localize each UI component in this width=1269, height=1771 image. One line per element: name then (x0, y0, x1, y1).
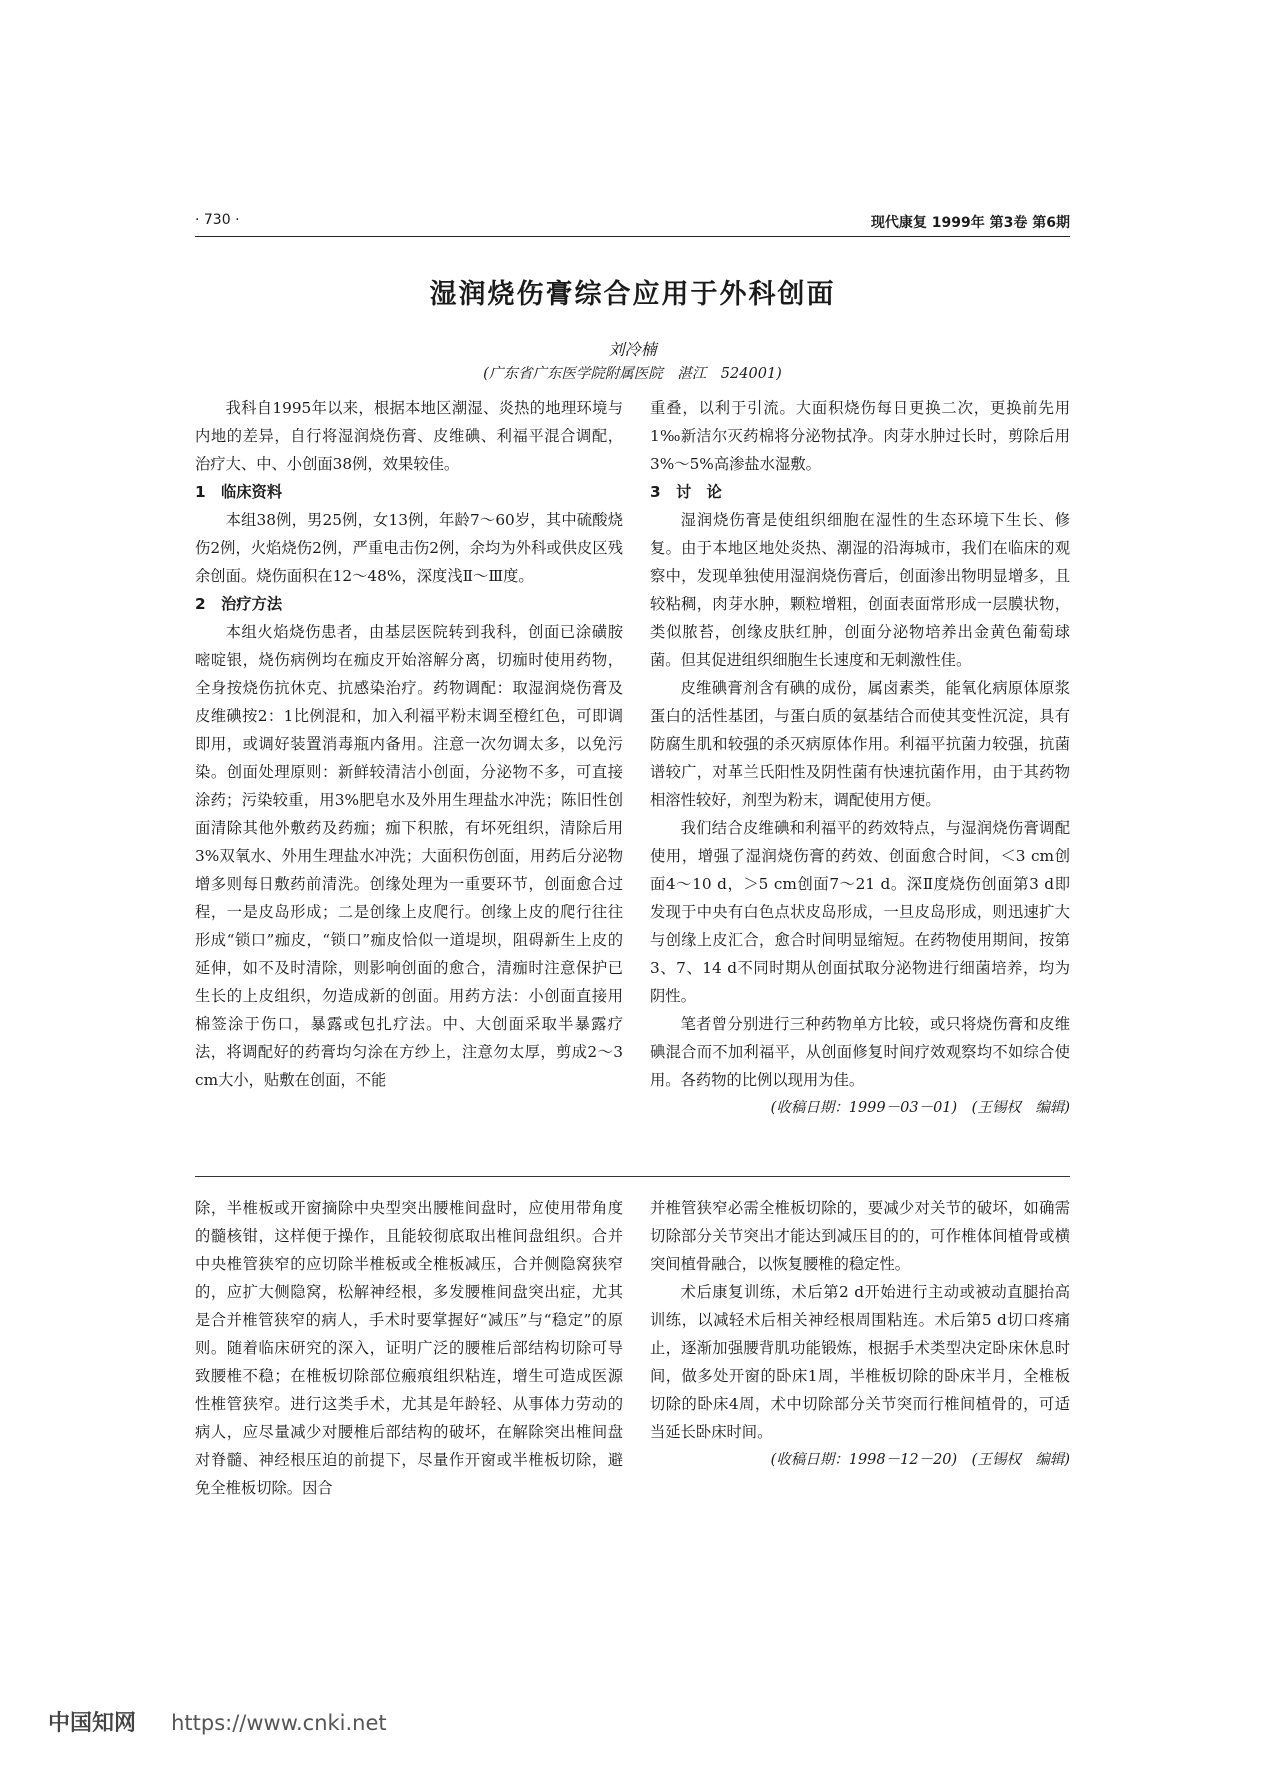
article-column-left (195, 394, 623, 1162)
watermark-footer (48, 1706, 387, 1736)
clinical-data-paragraph: 本组38例，男25例，女13例，年龄7～60岁，其中硫酸烧伤2例，火焰烧伤2例，严重电击伤2例，余均为外科或供皮区残余创面。烧伤面积在12～48%，深度浅Ⅱ～Ⅲ度。 (195, 511, 623, 585)
received-date-note: (收稿日期：1998－12－20) (王锡权 编辑) (770, 1452, 1070, 1468)
continued-paragraph: 除，半椎板或开窗摘除中央型突出腰椎间盘时，应使用带角度的髓核钳，这样便于操作，且能较彻底取出椎间盘组织。合并中央椎管狭窄的应切除半椎板或全椎板减压，合并侧隐窝狭窄的，应扩大侧隐窝，松解神经根，多发腰椎间盘突出症，尤其是合并椎管狭窄的病人，手术时要掌握好“减压”与“稳定”的原则。随着临床研究的深入，证明广泛的腰椎后部结构切除可导致腰椎不稳；在椎板切除部位瘢痕组织粘连，增生可造成医源性椎管狭窄。进行这类手术，尤其是年龄轻、从事体力劳动的病人，应尽量减少对腰椎后部结构的破坏，在解除突出椎间盘对脊髓、神经根压迫的前提下，尽量作开窗或半椎板切除，避免全椎板切除。因合 (195, 1199, 623, 1497)
section-heading-clinical-data: 1 临床资料 (195, 483, 283, 501)
continued-article-column-left (195, 1194, 623, 1566)
journal-info: 现代康复 1999年 第3卷 第6期 (870, 215, 1070, 231)
received-date-note: (收稿日期：1999－03－01) (王锡权 编辑) (770, 1100, 1070, 1116)
discussion-paragraph: 皮维碘膏剂含有碘的成份，属卤素类，能氧化病原体原浆蛋白的活性基团，与蛋白质的氨基结合而使其变性沉淀，具有防腐生肌和较强的杀灭病原体作用。利福平抗菌力较强，抗菌谱较广，对革兰氏阳性及阴性菌有快速抗菌作用，由于其药物相溶性较好，剂型为粉末，调配使用方便。 (650, 679, 1070, 809)
section-heading-discussion: 3 讨 论 (650, 483, 722, 501)
section-heading-treatment: 2 治疗方法 (195, 595, 283, 613)
continued-article-column-right (650, 1194, 1070, 1566)
running-header (195, 210, 1070, 234)
cnki-logo: 中国知网 (48, 1711, 137, 1736)
treatment-paragraph-continued: 重叠，以利于引流。大面积烧伤每日更换二次，更换前先用1‰新洁尔灭药棉将分泌物拭净。肉芽水肿过长时，剪除后用3%～5%高渗盐水湿敷。 (650, 399, 1070, 473)
article-affiliation: (广东省广东医学院附属医院 湛江 524001) (483, 366, 782, 382)
article-column-right (650, 394, 1070, 1162)
discussion-paragraph: 我们结合皮维碘和利福平的药效特点，与湿润烧伤膏调配使用，增强了湿润烧伤膏的药效、创面愈合时间，＜3 cm创面4～10 d，＞5 cm创面7～21 d。深Ⅱ度烧伤创面第3 d即发现于中央有白色点状皮岛形成，一旦皮岛形成，则迅速扩大与创缘上皮汇合，愈合时间明显缩短。在药物使用期间，按第3、7、14 d不同时期从创面拭取分泌物进行细菌培养，均为阴性。 (650, 819, 1070, 1005)
article-author: 刘冷楠 (608, 340, 657, 359)
page-number: · 730 · (195, 212, 240, 228)
header-rule (195, 236, 1070, 237)
treatment-paragraph: 本组火焰烧伤患者，由基层医院转到我科，创面已涂磺胺嘧啶银，烧伤病例均在痂皮开始溶解分离，切痂时使用药物，全身按烧伤抗休克、抗感染治疗。药物调配：取湿润烧伤膏及皮维碘按2：1比例混和，加入利福平粉末调至橙红色，可即调即用，或调好装置消毒瓶内备用。注意一次勿调太多，以免污染。创面处理原则：新鲜较清洁小创面，分泌物不多，可直接涂药；污染较重，用3%肥皂水及外用生理盐水冲洗；陈旧性创面清除其他外敷药及药痂；痂下积脓，有坏死组织，清除后用3%双氧水、外用生理盐水冲洗；大面积伤创面，用药后分泌物增多则每日敷药前清洗。创缘处理为一重要环节，创面愈合过程，一是皮岛形成；二是创缘上皮爬行。创缘上皮的爬行往往形成“锁口”痂皮，“锁口”痂皮恰似一道堤坝，阻碍新生上皮的延伸，如不及时清除，则影响创面的愈合，清痂时注意保护已生长的上皮组织，勿造成新的创面。用药方法：小创面直接用棉签涂于伤口，暴露或包扎疗法。中、大创面采取半暴露疗法，将调配好的药膏均匀涂在方纱上，注意勿太厚，剪成2～3 cm大小，贴敷在创面，不能 (195, 623, 623, 1089)
article-title: 湿润烧伤膏综合应用于外科创面 (429, 279, 836, 310)
rehab-paragraph: 术后康复训练，术后第2 d开始进行主动或被动直腿抬高训练，以减轻术后相关神经根周围粘连。术后第5 d切口疼痛止，逐渐加强腰背肌功能锻炼，根据手术类型决定卧床休息时间，做多处开窗的卧床1周，半椎板切除的卧床半月，全椎板切除的卧床4周，术中切除部分关节突而行椎间植骨的，可适当延长卧床时间。 (650, 1283, 1070, 1441)
continued-paragraph: 并椎管狭窄必需全椎板切除的，要减少对关节的破坏，如确需切除部分关节突出才能达到减压目的的，可作椎体间植骨或横突间植骨融合，以恢复腰椎的稳定性。 (650, 1199, 1070, 1273)
article-divider (195, 1176, 1070, 1177)
discussion-paragraph: 笔者曾分别进行三种药物单方比较，或只将烧伤膏和皮维碘混合而不加利福平，从创面修复时间疗效观察均不如综合使用。各药物的比例以现用为佳。 (650, 1015, 1070, 1089)
intro-paragraph: 我科自1995年以来，根据本地区潮湿、炎热的地理环境与内地的差异，自行将湿润烧伤膏、皮维碘、利福平混合调配，治疗大、中、小创面38例，效果较佳。 (195, 399, 623, 473)
discussion-paragraph: 湿润烧伤膏是使组织细胞在湿性的生态环境下生长、修复。由于本地区地处炎热、潮湿的沿海城市，我们在临床的观察中，发现单独使用湿润烧伤膏后，创面渗出物明显增多，且较粘稠，肉芽水肿，颗粒增粗，创面表面常形成一层膜状物，类似脓苔，创缘皮肤红肿，创面分泌物培养出金黄色葡萄球菌。但其促进组织细胞生长速度和无刺激性佳。 (650, 511, 1070, 669)
cnki-url[interactable]: https://www.cnki.net (171, 1711, 387, 1735)
